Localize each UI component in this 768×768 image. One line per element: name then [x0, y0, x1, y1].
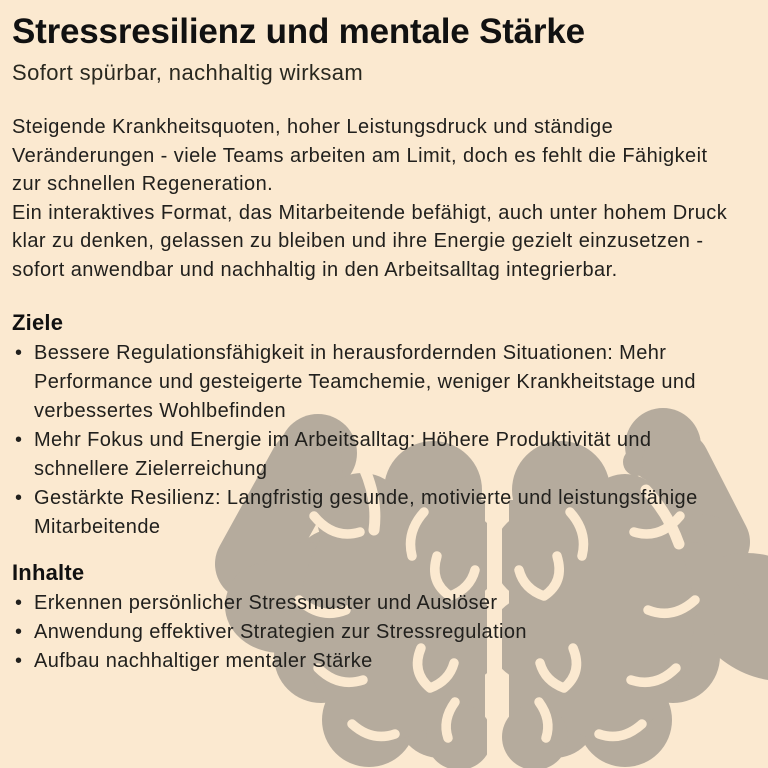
list-item — [12, 647, 742, 676]
bullet-icon: • — [15, 650, 23, 673]
list-item — [12, 618, 742, 647]
section-heading-inhalte: Inhalte — [12, 560, 85, 586]
bullet-text: Anwendung effektiver Strategien zur Stressregulation — [34, 621, 527, 644]
list-item — [12, 426, 742, 484]
bullet-text: Gestärkte Resilienz: Langfristig gesunde, motivierte und leistungsfähige Mitarbeitende — [34, 487, 698, 539]
list-item — [12, 339, 742, 426]
bullet-text: Bessere Regulationsfähigkeit in herausfordernden Situationen: Mehr Performance und gesteigerte Teamchemie, weniger Krankheitstage und verbessertes Wohlbefinden — [34, 342, 696, 423]
bullet-icon: • — [15, 592, 23, 615]
bullet-text: Aufbau nachhaltiger mentaler Stärke — [34, 650, 373, 673]
list-item — [12, 484, 742, 542]
ziele-list — [12, 339, 742, 542]
intro-paragraph: Ein interaktives Format, das Mitarbeitende befähigt, auch unter hohem Druck klar zu denken, gelassen zu bleiben und ihre Energie gezielt einzusetzen - sofort anwendbar und nachhaltig in den Arbeitsalltag integrierbar. — [12, 201, 728, 281]
page-title: Stressresilienz und mentale Stärke — [12, 12, 585, 51]
page-subtitle: Sofort spürbar, nachhaltig wirksam — [12, 60, 364, 86]
bullet-icon: • — [15, 487, 23, 510]
bullet-icon: • — [15, 342, 23, 365]
bullet-icon: • — [15, 429, 23, 452]
inhalte-list — [12, 589, 742, 676]
list-item — [12, 589, 742, 618]
bullet-text: Mehr Fokus und Energie im Arbeitsalltag: Höhere Produktivität und schnellere Zielerreichung — [34, 429, 652, 481]
bullet-icon: • — [15, 621, 23, 644]
intro-paragraph: Steigende Krankheitsquoten, hoher Leistungsdruck und ständige Veränderungen - viele Teams arbeiten am Limit, doch es fehlt die Fähigkeit zur schnellen Regeneration. — [12, 116, 708, 196]
bullet-text: Erkennen persönlicher Stressmuster und Auslöser — [34, 592, 498, 615]
intro-paragraphs — [12, 113, 736, 284]
section-heading-ziele: Ziele — [12, 310, 64, 336]
